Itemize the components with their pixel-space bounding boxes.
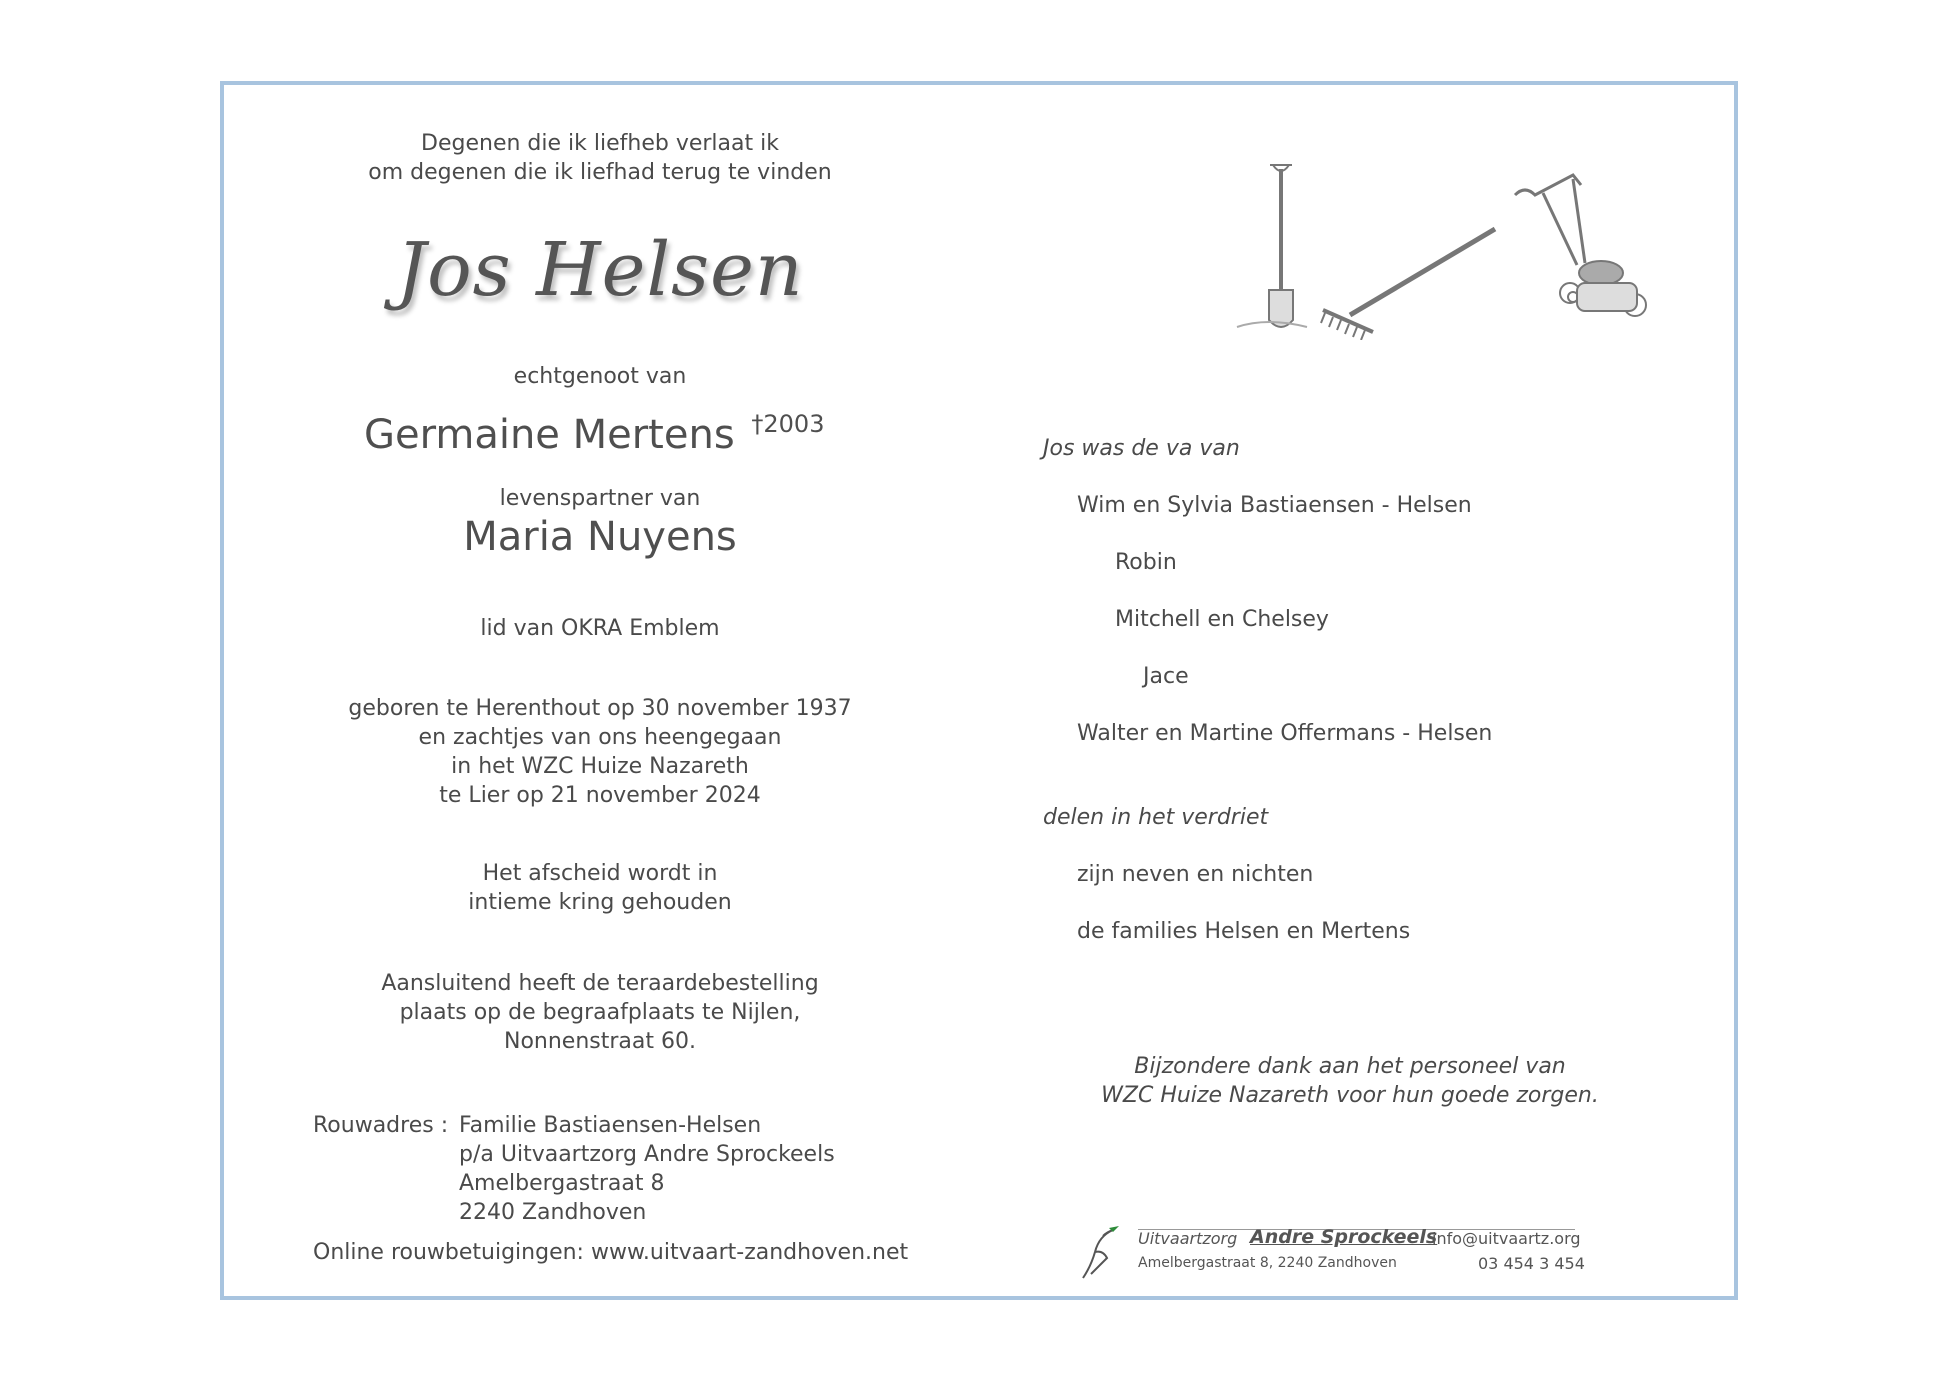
farewell — [300, 859, 900, 917]
funeral-home-address: Amelbergastraat 8, 2240 Zandhoven — [1138, 1255, 1397, 1271]
spouse-name — [364, 400, 824, 459]
burial — [300, 969, 900, 1056]
thanks-line: WZC Huize Nazareth voor hun goede zorgen. — [1101, 1083, 1599, 1108]
thanks-line: Bijzondere dank aan het personeel van — [1134, 1054, 1566, 1079]
deceased-name: Jos Helsen — [396, 227, 804, 313]
grief-line: de families Helsen en Mertens — [1077, 919, 1411, 944]
rake-icon — [1321, 229, 1495, 340]
address-line: Familie Bastiaensen-Helsen — [459, 1113, 762, 1138]
birth-death-line: geboren te Herenthout op 30 november 1937 — [348, 696, 852, 721]
burial-line: Nonnenstraat 60. — [504, 1029, 696, 1054]
spouse-intro: echtgenoot van — [513, 364, 687, 389]
family-member: Wim en Sylvia Bastiaensen - Helsen — [1077, 493, 1472, 518]
quote-line: Degenen die ik liefheb verlaat ik — [421, 131, 779, 156]
funeral-home-prefix: Uitvaartzorg — [1138, 1229, 1238, 1248]
bird-logo-icon — [1075, 1222, 1125, 1284]
farewell-line: intieme kring gehouden — [468, 890, 732, 915]
quote-line: om degenen die ik liefhad terug te vinden — [368, 160, 832, 185]
family-intro: Jos was de va van — [1043, 436, 1240, 461]
funeral-home-phone: 03 454 3 454 — [1478, 1254, 1585, 1273]
online-condolences: Online rouwbetuigingen: www.uitvaart-zandhoven.net — [313, 1240, 909, 1265]
funeral-home-email: info@uitvaartz.org — [1432, 1229, 1581, 1248]
birth-death — [300, 694, 900, 810]
lawnmower-icon — [1515, 175, 1646, 316]
birth-death-line: en zachtjes van ons heengegaan — [418, 725, 782, 750]
address-label: Rouwadres : — [313, 1113, 449, 1138]
spouse-name-text: Germaine Mertens — [364, 412, 735, 458]
burial-line: Aansluitend heeft de teraardebestelling — [381, 971, 819, 996]
family-member: Walter en Martine Offermans - Helsen — [1077, 721, 1493, 746]
address-line: 2240 Zandhoven — [459, 1200, 647, 1225]
spade-icon — [1237, 165, 1307, 327]
membership: lid van OKRA Emblem — [480, 616, 720, 641]
grief-line: zijn neven en nichten — [1077, 862, 1314, 887]
grief-intro: delen in het verdriet — [1043, 805, 1269, 830]
garden-tools-illustration — [1225, 155, 1665, 340]
partner-name: Maria Nuyens — [463, 514, 737, 560]
address-lines — [459, 1111, 835, 1227]
address-line: p/a Uitvaartzorg Andre Sprockeels — [459, 1142, 835, 1167]
burial-line: plaats op de begraafplaats te Nijlen, — [399, 1000, 801, 1025]
address-line: Amelbergastraat 8 — [459, 1171, 665, 1196]
spouse-death-mark: †2003 — [751, 410, 825, 438]
farewell-line: Het afscheid wordt in — [482, 861, 718, 886]
funeral-home-name: Andre Sprockeels — [1250, 1226, 1438, 1248]
birth-death-line: te Lier op 21 november 2024 — [439, 783, 761, 808]
quote — [300, 129, 900, 187]
family-member: Jace — [1143, 664, 1189, 689]
family-member: Robin — [1115, 550, 1177, 575]
partner-intro: levenspartner van — [499, 486, 701, 511]
family-member: Mitchell en Chelsey — [1115, 607, 1329, 632]
birth-death-line: in het WZC Huize Nazareth — [451, 754, 749, 779]
thanks — [1050, 1052, 1650, 1110]
